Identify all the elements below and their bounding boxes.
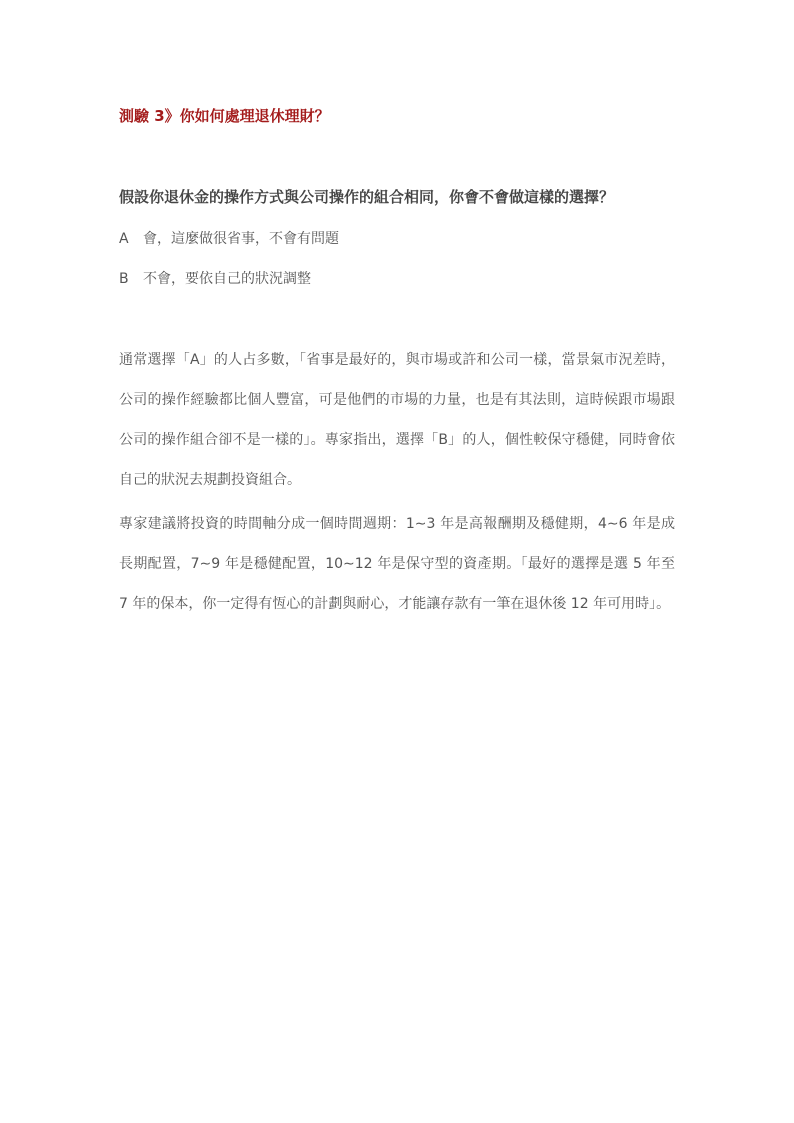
option-b-key: B (119, 271, 129, 287)
analysis-paragraph: 通常選擇「A」的人占多數，「省事是最好的，與市場或許和公司一樣，當景氣市況差時，公司的操作經驗都比個人豐富，可是他們的市場的力量，也是有其法則，這時候跟市場跟公司的操作組合卻不是一樣的」。專家指出，選擇「B」的人，個性較保守穩健，同時會依自己的狀況去規劃投資組合。 (119, 352, 675, 488)
advice-paragraph: 專家建議將投資的時間軸分成一個時間週期：1∼3 年是高報酬期及穩健期，4∼6 年是成長期配置，7∼9 年是穩健配置，10∼12 年是保守型的資產期。「最好的選擇是選 5 年至 7 年的保本，你一定得有恆心的計劃與耐心，才能讓存款有一筆在退休後 12 年可用時」。 (119, 516, 675, 612)
option-a (119, 228, 679, 250)
option-a-key: A (119, 231, 129, 247)
option-b (119, 268, 679, 290)
option-a-text: 會，這麼做很省事，不會有問題 (143, 231, 339, 247)
section-heading: 測驗 3》你如何處理退休理財？ (119, 107, 330, 125)
quiz-question: 假設你退休金的操作方式與公司操作的組合相同，你會不會做這樣的選擇？ (119, 188, 615, 206)
option-b-text: 不會，要依自己的狀況調整 (143, 271, 311, 287)
